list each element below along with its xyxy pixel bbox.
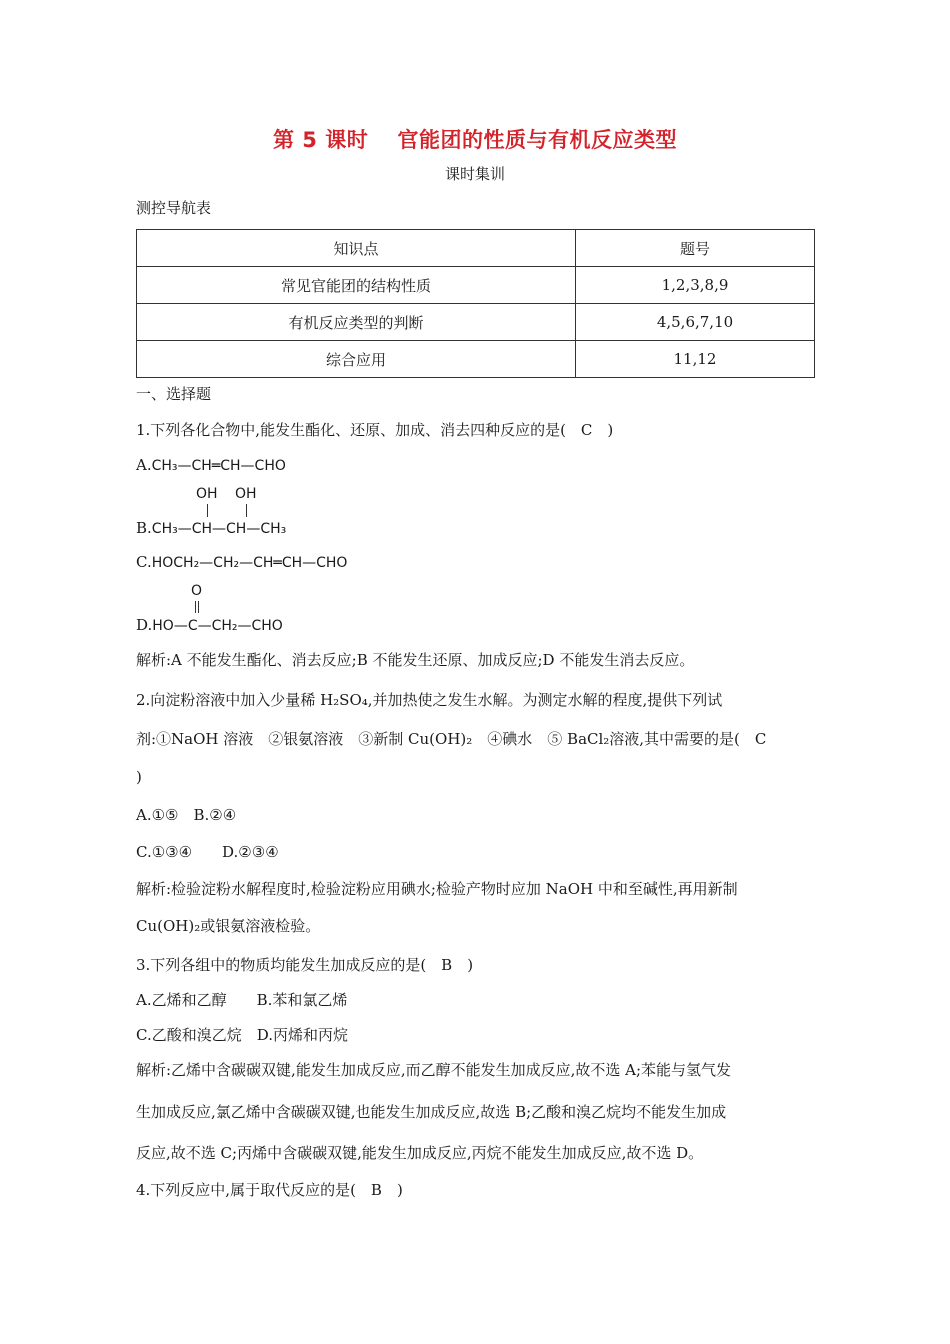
q2-options-ab: A.①⑤ B.②④	[136, 806, 237, 824]
option-label: C.	[136, 553, 152, 571]
q1-option-b	[136, 518, 286, 539]
q1-option-d	[136, 615, 283, 636]
option-label: A.	[136, 456, 152, 474]
section-heading: 一、选择题	[136, 385, 212, 403]
q3-analysis-cont: 生加成反应,氯乙烯中含碳碳双键,也能发生加成反应,故选 B;乙酸和溴乙烷均不能发生加成	[136, 1103, 727, 1121]
option-label: B.	[136, 519, 152, 537]
table-row	[137, 341, 815, 378]
bond-line	[198, 601, 199, 613]
table-cell: 11,12	[576, 341, 815, 378]
chemical-formula: CH₃—CH═CH—CHO	[151, 458, 286, 474]
chemical-formula: CH₃—CH—CH—CH₃	[151, 521, 287, 537]
table-cell: 1,2,3,8,9	[576, 267, 815, 304]
chemical-formula: HO—C—CH₂—CHO	[152, 618, 283, 634]
nav-table-label: 测控导航表	[136, 199, 212, 217]
navigation-table	[136, 229, 815, 378]
q3-analysis-end: 反应,故不选 C;丙烯中含碳碳双键,能发生加成反应,丙烷不能发生加成反应,故不选 D。	[136, 1144, 704, 1162]
bond-line	[207, 504, 208, 517]
carbonyl-oxygen: O	[191, 583, 203, 599]
chemical-formula: HOCH₂—CH₂—CH═CH—CHO	[151, 555, 348, 571]
table-header: 题号	[576, 230, 815, 267]
table-header: 知识点	[137, 230, 576, 267]
hydroxyl-group: OH	[235, 486, 257, 502]
q2-options-cd: C.①③④ D.②③④	[136, 843, 279, 861]
question-1-stem: 1.下列各化合物中,能发生酯化、还原、加成、消去四种反应的是( C )	[136, 421, 614, 439]
question-2-stem-end: )	[136, 768, 142, 786]
q3-options-cd: C.乙酸和溴乙烷 D.丙烯和丙烷	[136, 1026, 348, 1044]
q3-options-ab: A.乙烯和乙醇 B.苯和氯乙烯	[136, 991, 348, 1009]
bond-line	[246, 504, 247, 517]
option-label: D.	[136, 616, 153, 634]
table-cell: 4,5,6,7,10	[576, 304, 815, 341]
q2-analysis-cont: Cu(OH)₂或银氨溶液检验。	[136, 917, 321, 935]
table-cell: 常见官能团的结构性质	[137, 267, 576, 304]
question-4-stem: 4.下列反应中,属于取代反应的是( B )	[136, 1181, 403, 1199]
bond-line	[195, 601, 196, 613]
table-row	[137, 267, 815, 304]
question-2-stem: 2.向淀粉溶液中加入少量稀 H₂SO₄,并加热使之发生水解。为测定水解的程度,提供下列试	[136, 691, 723, 709]
question-3-stem: 3.下列各组中的物质均能发生加成反应的是( B )	[136, 956, 474, 974]
q1-option-c	[136, 552, 347, 573]
page-title: 第 5 课时 官能团的性质与有机反应类型	[272, 128, 678, 152]
q3-analysis: 解析:乙烯中含碳碳双键,能发生加成反应,而乙醇不能发生加成反应,故不选 A;苯能与氢气发	[136, 1061, 732, 1079]
q1-analysis: 解析:A 不能发生酯化、消去反应;B 不能发生还原、加成反应;D 不能发生消去反应。	[136, 651, 695, 669]
hydroxyl-group: OH	[196, 486, 218, 502]
table-cell: 有机反应类型的判断	[137, 304, 576, 341]
question-2-stem-cont: 剂:①NaOH 溶液 ②银氨溶液 ③新制 Cu(OH)₂ ④碘水 ⑤ BaCl₂溶液,其中需要的是( C	[136, 730, 767, 748]
page-subtitle: 课时集训	[444, 165, 505, 183]
q2-analysis: 解析:检验淀粉水解程度时,检验淀粉应用碘水;检验产物时应加 NaOH 中和至碱性,再用新制	[136, 880, 738, 898]
table-header-row	[137, 230, 815, 267]
table-row	[137, 304, 815, 341]
q1-option-a	[136, 455, 286, 476]
table-cell: 综合应用	[137, 341, 576, 378]
